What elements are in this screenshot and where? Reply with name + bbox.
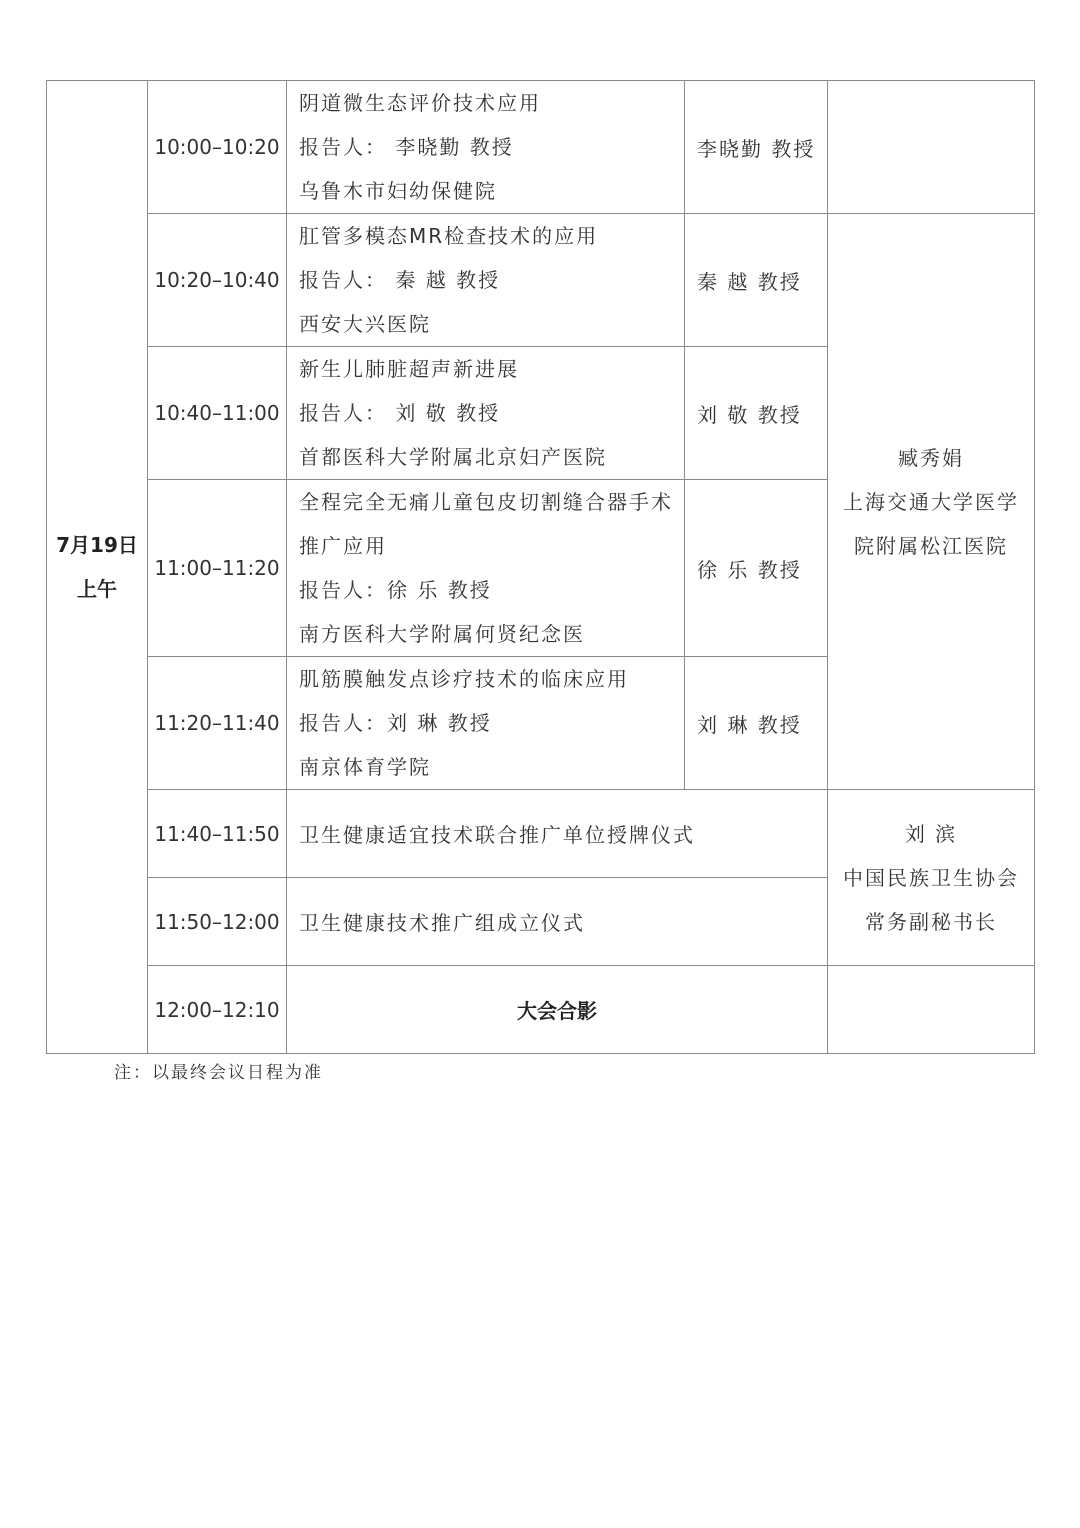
topic-institution: 乌鲁木市妇幼保健院 [299,179,497,203]
period-label: 上午 [77,577,117,601]
speaker-cell: 徐 乐 教授 [685,480,828,657]
speaker-cell: 刘 琳 教授 [685,657,828,790]
topic-reporter: 报告人： 秦 越 教授 [299,268,501,292]
host-cell-empty [828,966,1035,1054]
host-org-line2: 院附属松江医院 [854,533,1008,558]
host-cell [828,214,1035,790]
topic-cell [287,480,685,657]
ceremony-cell: 卫生健康适宜技术联合推广单位授牌仪式 [287,790,828,878]
time-cell: 11:00–11:20 [148,480,287,657]
photo-cell: 大会合影 [287,966,828,1054]
host-cell-empty [828,81,1035,214]
time-cell: 12:00–12:10 [148,966,287,1054]
speaker-cell: 李晓勤 教授 [685,81,828,214]
time-cell: 11:20–11:40 [148,657,287,790]
host-org-line1: 中国民族卫生协会 [843,865,1019,890]
topic-reporter: 报告人：徐 乐 教授 [299,578,492,602]
schedule-table [46,80,1035,1054]
host-name: 刘 滨 [904,821,958,846]
time-cell: 11:40–11:50 [148,790,287,878]
date-cell [47,81,148,1054]
topic-reporter: 报告人： 刘 敬 教授 [299,401,501,425]
topic-reporter: 报告人：刘 琳 教授 [299,711,492,735]
ceremony-host-cell [828,790,1035,966]
host-org-line2: 常务副秘书长 [865,909,997,934]
table-row [47,966,1035,1054]
topic-cell [287,657,685,790]
topic-institution: 南方医科大学附属何贤纪念医 [299,622,585,646]
topic-cell [287,214,685,347]
time-cell: 11:50–12:00 [148,878,287,966]
topic-title: 全程完全无痛儿童包皮切割缝合器手术 [299,490,673,514]
host-name: 臧秀娟 [898,445,964,470]
time-cell: 10:00–10:20 [148,81,287,214]
time-cell: 10:40–11:00 [148,347,287,480]
topic-title: 阴道微生态评价技术应用 [299,91,541,115]
topic-institution: 西安大兴医院 [299,312,431,336]
ceremony-cell: 卫生健康技术推广组成立仪式 [287,878,828,966]
topic-title: 肌筋膜触发点诊疗技术的临床应用 [299,667,629,691]
table-row [47,790,1035,878]
topic-cell [287,347,685,480]
topic-institution: 南京体育学院 [299,755,431,779]
host-org-line1: 上海交通大学医学 [843,489,1019,514]
speaker-cell: 刘 敬 教授 [685,347,828,480]
footnote: 注：以最终会议日程为准 [114,1063,323,1083]
speaker-cell: 秦 越 教授 [685,214,828,347]
topic-reporter: 报告人： 李晓勤 教授 [299,135,514,159]
topic-title: 肛管多模态MR检查技术的应用 [299,224,599,248]
topic-title-cont: 推广应用 [299,534,387,558]
table-row [47,81,1035,214]
time-cell: 10:20–10:40 [148,214,287,347]
topic-cell [287,81,685,214]
topic-institution: 首都医科大学附属北京妇产医院 [299,445,607,469]
date-label: 7月19日 [56,533,138,557]
table-row [47,214,1035,347]
topic-title: 新生儿肺脏超声新进展 [299,357,519,381]
